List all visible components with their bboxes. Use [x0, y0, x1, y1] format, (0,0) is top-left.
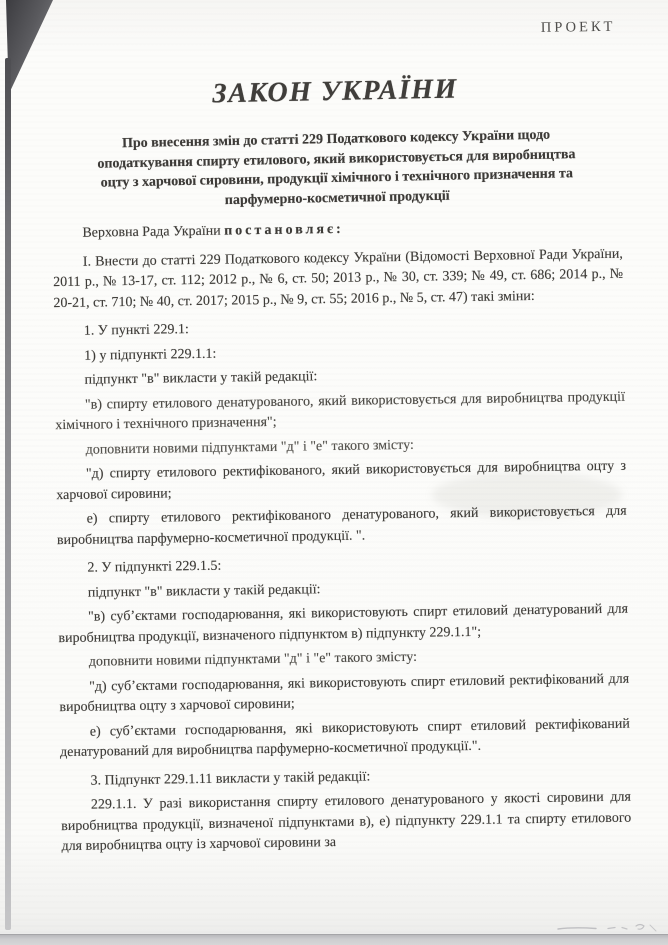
body-paragraph-amend-v-2: підпункт "в" викласти у такій редакції: — [87, 581, 321, 601]
body-paragraph-amend-v: підпункт "в" викласти у такій редакції: — [84, 369, 318, 388]
body-paragraph-point-2: 2. У підпункті 229.1.5: — [87, 558, 222, 576]
body-paragraph-add-d-e-2: доповнити новими підпунктами "д" і "е" такого змісту: — [88, 649, 418, 670]
enacting-clause-prefix: Верховна Рада України — [82, 223, 225, 241]
subtitle-line: оцту з харчової сировини, продукції хімічного і технічного призначення та — [100, 166, 574, 191]
body-paragraph-229-1-1: 229.1.1. У разі використання спирту етилового денатурованого у якості сировини для виробництва продукції, визначеної підпунктами в), е) підпункту 229.1.1 та спирту етилового для виробництва оцту із харчової сировини за — [61, 789, 632, 855]
scan-bottom-edge-band — [0, 934, 668, 945]
body-paragraph-point-3: 3. Підпункт 229.1.11 викласти у такій редакції: — [90, 768, 371, 789]
subtitle-line: парфумерно-косметичної продукції — [224, 188, 450, 208]
body-paragraph-text-e-2: е) суб’єктами господарювання, які використовують спирт етиловий ректифікований денатурований для виробництва парфумерно-косметичної продукції.". — [60, 716, 630, 761]
body-paragraph-text-e: е) спирту етилового ректифікованого денатурованого, який використовується для виробництва парфумерно-косметичної продукції. ". — [56, 503, 627, 548]
subtitle-line: Про внесення змін до статті 229 Податкового кодексу України щодо — [121, 127, 551, 152]
enacting-clause — [52, 216, 622, 245]
document-body — [52, 216, 631, 858]
body-paragraph-text-d-2: "д) суб’єктами господарювання, які використовують спирт етиловий ректифікований для виробництва оцту з харчової сировини; — [59, 671, 630, 716]
draft-label: ПРОЕКТ — [540, 18, 616, 36]
document-subtitle — [51, 124, 622, 213]
body-paragraph-text-d: "д) спирту етилового ректифікованого, який використовується для виробництва оцту з харчової сировини; — [56, 458, 627, 503]
document-title: ЗАКОН УКРАЇНИ — [212, 73, 459, 110]
subtitle-line: оподаткування спирту етилового, який використовується для виробництва — [97, 146, 576, 172]
body-paragraph-text-v: "в) спирту етилового денатурованого, який використовується для виробництва продукції хімічного і технічного призначення"; — [55, 389, 626, 434]
body-paragraph-subpoint-1: 1) у підпункті 229.1.1: — [84, 346, 217, 364]
body-paragraph-point-1: 1. У пункті 229.1: — [83, 322, 189, 339]
document-header — [50, 70, 623, 213]
body-paragraph-text-v-2: "в) суб’єктами господарювання, які використовують спирт етиловий денатурований для виробництва продукції, визначеного підпунктом в) підпункту 229.1.1"; — [58, 601, 629, 646]
enacting-clause-emphasis: постановляє: — [224, 221, 344, 239]
body-paragraph-add-d-e: доповнити новими підпунктами "д" і "е" такого змісту: — [85, 437, 414, 458]
body-paragraph-intro: І. Внести до статті 229 Податкового кодексу України (Відомості Верховної Ради України, 2011 р., № 13-17, ст. 112; 2012 р., № 6, ст. 50; 2013 р., № 30, ст. 339; № 49, ст. 686; 2014 р., № 20-21, ст. 710; № 40, ст. 2017; 2015 р., № 9, ст. 55; 2016 р., № 5, ст. 47) такі зміни: — [53, 246, 624, 311]
